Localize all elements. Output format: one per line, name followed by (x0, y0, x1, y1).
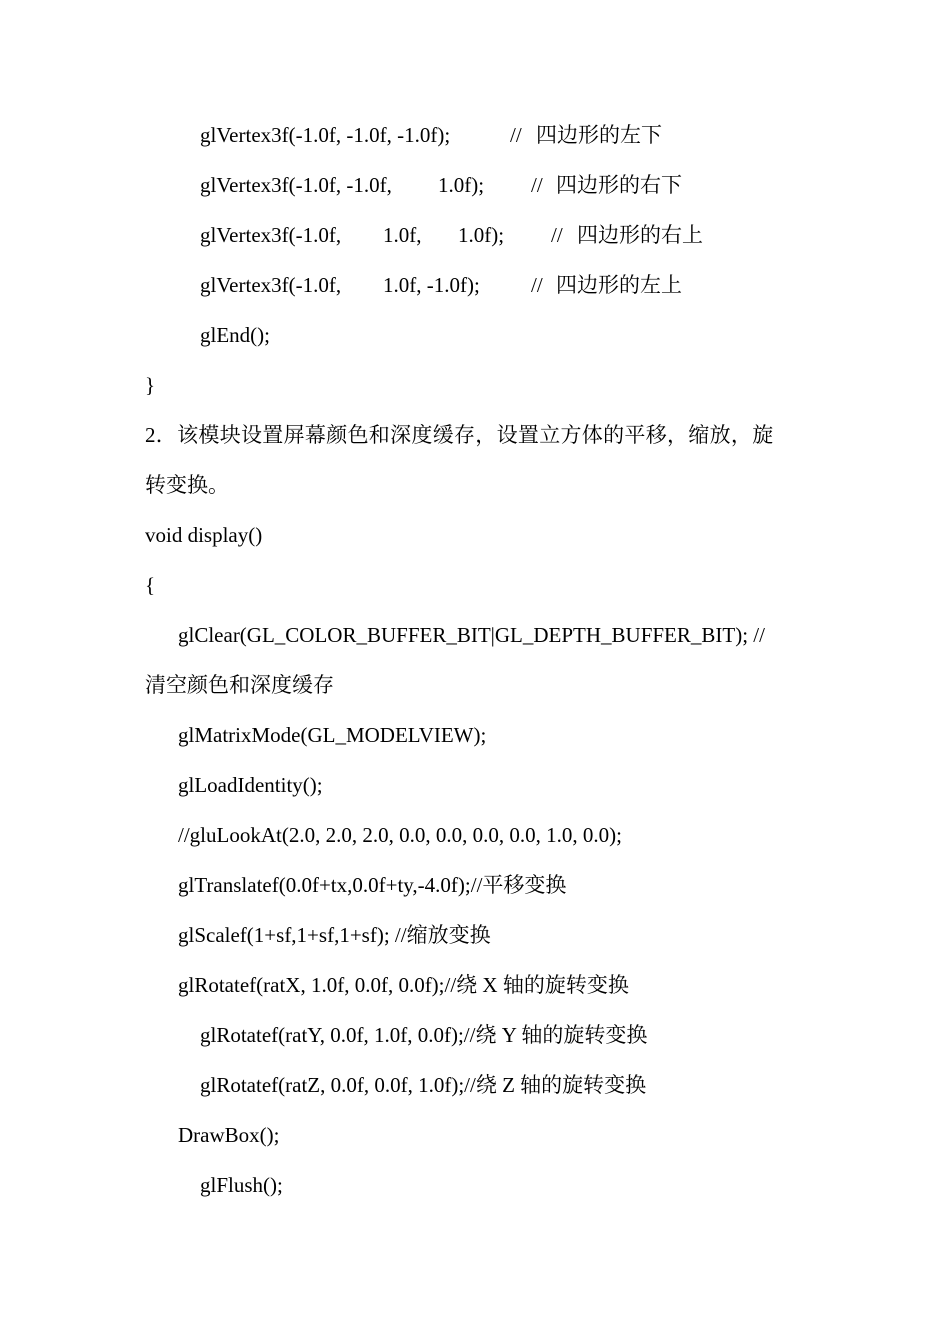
vertex-2-call-b: 1.0f); (438, 173, 485, 197)
vertex-4-call-b: 1.0f, -1.0f); (383, 273, 480, 297)
code-line-flush: glFlush(); (200, 1173, 283, 1197)
vertex-3-call-a: glVertex3f(-1.0f, (200, 223, 342, 247)
vertex-3-call-b: 1.0f, (383, 223, 422, 247)
code-line-translate: glTranslatef(0.0f+tx,0.0f+ty,-4.0f);//平移变换 (178, 873, 567, 897)
code-line-vertex-4 (200, 272, 760, 298)
vertex-3-call-c: 1.0f); (458, 223, 505, 247)
code-line-vertex-1 (200, 122, 760, 148)
vertex-3-comment-marker: // (551, 223, 563, 247)
code-line-gl-clear: glClear(GL_COLOR_BUFFER_BIT|GL_DEPTH_BUFFER_BIT); // (178, 623, 765, 647)
code-line-draw-box: DrawBox(); (178, 1123, 280, 1147)
code-line-vertex-3 (200, 222, 760, 248)
vertex-2-comment: 四边形的右下 (556, 173, 682, 197)
code-line-gl-clear-comment: 清空颜色和深度缓存 (145, 673, 334, 697)
vertex-1-comment-marker: // (510, 123, 522, 147)
code-line-scale: glScalef(1+sf,1+sf,1+sf); //缩放变换 (178, 923, 491, 947)
code-line-opening-brace: { (145, 573, 156, 597)
vertex-4-call-a: glVertex3f(-1.0f, (200, 273, 342, 297)
code-line-rotate-x: glRotatef(ratX, 1.0f, 0.0f, 0.0f);//绕 X 轴的旋转变换 (178, 973, 629, 997)
code-line-closing-brace: } (145, 373, 156, 397)
code-line-gl-end: glEnd(); (200, 323, 270, 347)
code-line-rotate-y: glRotatef(ratY, 0.0f, 1.0f, 0.0f);//绕 Y 轴的旋转变换 (200, 1023, 648, 1047)
vertex-2-call-a: glVertex3f(-1.0f, -1.0f, (200, 173, 392, 197)
vertex-3-comment: 四边形的右上 (577, 223, 703, 247)
code-line-matrix-mode: glMatrixMode(GL_MODELVIEW); (178, 723, 487, 747)
code-line-look-at: //gluLookAt(2.0, 2.0, 2.0, 0.0, 0.0, 0.0, 0.0, 1.0, 0.0); (178, 823, 622, 847)
code-line-function-signature: void display() (145, 523, 263, 547)
vertex-1-call: glVertex3f(-1.0f, -1.0f, -1.0f); (200, 123, 451, 147)
code-line-load-identity: glLoadIdentity(); (178, 773, 323, 797)
code-line-vertex-2 (200, 172, 760, 198)
vertex-4-comment-marker: // (531, 273, 543, 297)
vertex-4-comment: 四边形的左上 (556, 273, 682, 297)
section-2-paragraph-line-1: 2．该模块设置屏幕颜色和深度缓存，设置立方体的平移，缩放，旋 (145, 423, 774, 447)
vertex-1-comment: 四边形的左下 (536, 123, 662, 147)
code-line-rotate-z: glRotatef(ratZ, 0.0f, 0.0f, 1.0f);//绕 Z 轴的旋转变换 (200, 1073, 647, 1097)
vertex-2-comment-marker: // (531, 173, 543, 197)
section-2-paragraph-line-2: 转变换。 (145, 473, 229, 497)
